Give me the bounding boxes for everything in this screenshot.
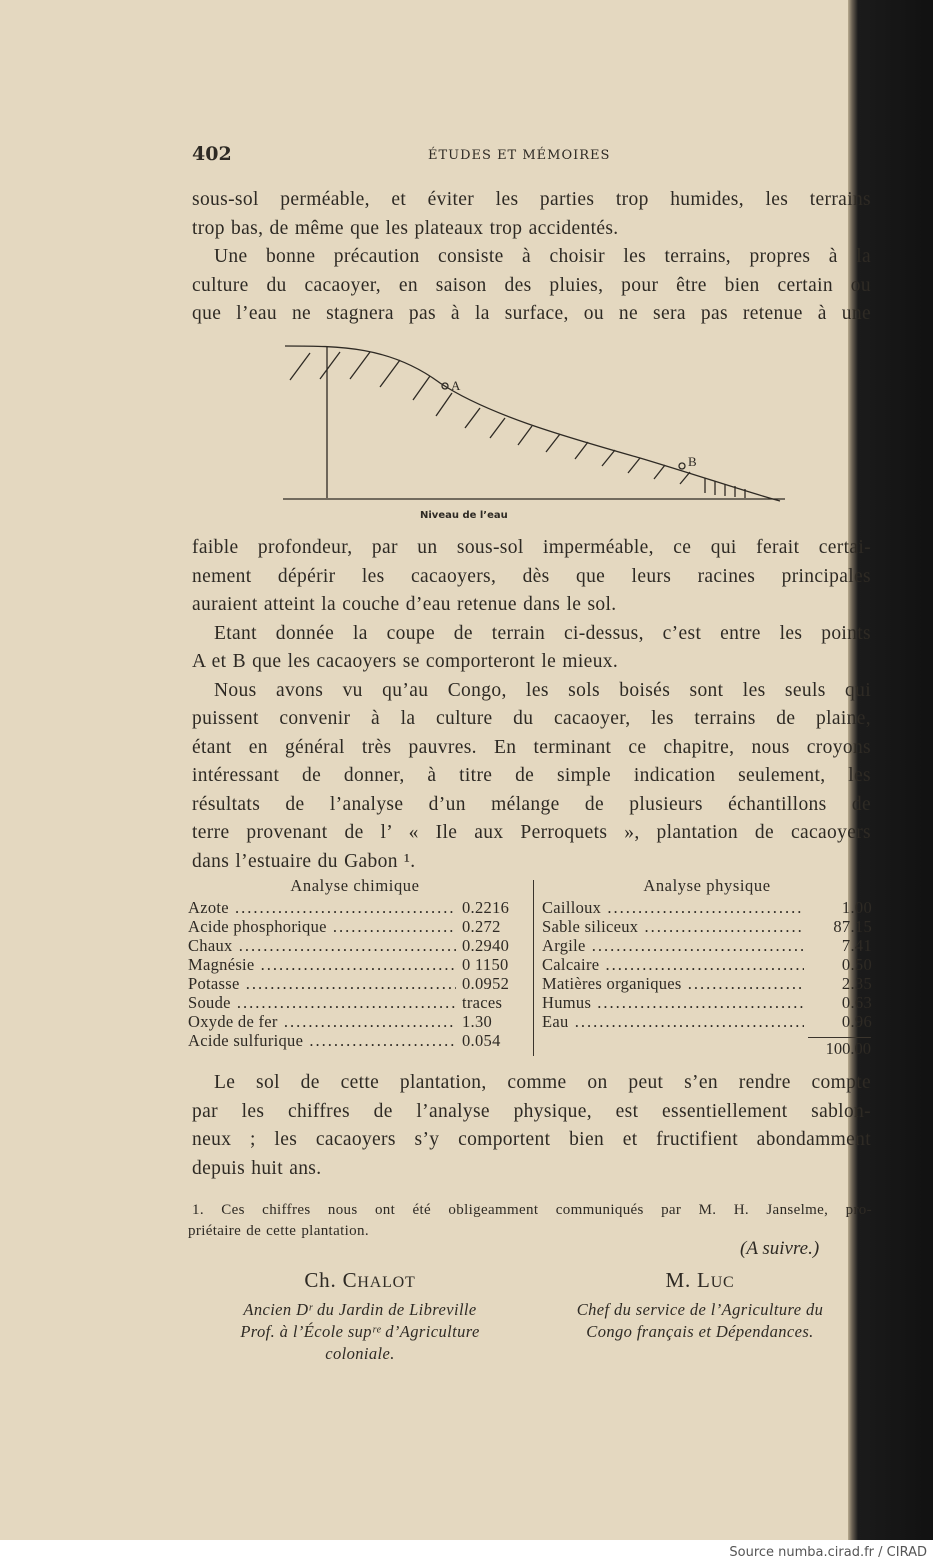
row-value: 0.2940	[462, 936, 510, 955]
row-value: 1.30	[462, 1012, 493, 1031]
terrain-slope-line	[285, 346, 780, 501]
paragraph-conclusion	[192, 1069, 871, 1183]
author-title: coloniale.	[325, 1344, 395, 1363]
row-label: Magnésie .....	[188, 955, 456, 974]
text-line: dans l’estuaire du Gabon ¹.	[192, 850, 416, 872]
table-row	[542, 974, 872, 993]
table-row	[542, 936, 872, 955]
author-name: Ch. CHALOT	[304, 1268, 416, 1292]
row-value: 0.272	[462, 917, 501, 936]
table-row	[188, 993, 522, 1012]
row-value: 0 1150	[462, 955, 509, 974]
text-line: depuis huit ans.	[192, 1157, 322, 1179]
text-line: nement dépérir les cacaoyers, dès que leurs racines principales	[192, 565, 871, 587]
table-row	[188, 898, 522, 917]
table-row	[188, 936, 522, 955]
row-value: 87.15	[833, 917, 872, 936]
text-line: puissent convenir à la culture du cacaoyer, les terrains de plaine,	[192, 708, 871, 729]
hatching	[290, 352, 745, 498]
text-line: 1. Ces chiffres nous ont été obligeamment communiqués par M. H. Janselme, pro-	[192, 1202, 872, 1218]
paragraph-1	[192, 186, 871, 329]
text-line: culture du cacaoyer, en saison des pluies, pour être bien certain ou	[192, 274, 871, 296]
table-row	[542, 993, 872, 1012]
running-title: ÉTUDES ET MÉMOIRES	[428, 148, 611, 163]
table-row	[542, 898, 872, 917]
text-line: trop bas, de même que les plateaux trop accidentés.	[192, 217, 619, 239]
point-a-label: A	[451, 378, 461, 393]
row-label: Azote .....	[188, 898, 456, 917]
table-row	[188, 974, 522, 993]
author-name: M. LUC	[665, 1268, 735, 1292]
text-line: Une bonne précaution consiste à choisir les terrains, propres à la	[214, 246, 871, 267]
row-label: Acide sulfurique .....	[188, 1031, 456, 1050]
row-label: Oxyde de fer .....	[188, 1012, 456, 1031]
text-line: par les chiffres de l’analyse physique, est essentiellement sablon-	[192, 1100, 871, 1122]
text-line: étant en général très pauvres. En terminant ce chapitre, nous croyons	[192, 736, 871, 758]
text-line: priétaire de cette plantation.	[188, 1223, 369, 1239]
table-row	[188, 955, 522, 974]
row-value: 7.41	[841, 936, 872, 955]
table-row	[542, 955, 872, 974]
row-value: traces	[462, 993, 503, 1012]
table-row	[542, 1012, 872, 1031]
row-value: 2.35	[841, 974, 872, 993]
row-label: Cailloux .....	[542, 898, 804, 917]
table-title: Analyse physique	[643, 876, 771, 895]
physical-analysis-total: 100.00	[808, 1037, 871, 1059]
table-row	[542, 917, 872, 936]
paragraph-body	[192, 534, 871, 876]
row-value: 0.96	[841, 1012, 872, 1031]
text-line: Etant donnée la coupe de terrain ci-dessus, c’est entre les points	[214, 622, 871, 644]
row-label: Matières organiques .....	[542, 974, 804, 993]
row-label: Sable siliceux .....	[542, 917, 804, 936]
signature-chalot	[195, 1268, 525, 1365]
author-title: Prof. à l’École supʳᵉ d’Agriculture	[240, 1322, 480, 1341]
to-be-continued: (A suivre.)	[740, 1238, 820, 1259]
table-divider	[533, 880, 534, 1056]
page-number: 402	[192, 143, 232, 165]
chemical-analysis-table	[188, 876, 522, 1050]
text-line: Le sol de cette plantation, comme on peut s’en rendre compte	[214, 1072, 871, 1093]
row-label: Soude .....	[188, 993, 456, 1012]
text-line: neux ; les cacaoyers s’y comportent bien et fructifient abondamment	[192, 1129, 871, 1150]
row-value: 0.63	[841, 993, 872, 1012]
row-label: Eau .....	[542, 1012, 804, 1031]
table-row	[188, 1012, 522, 1031]
text-line: terre provenant de l’ « Ile aux Perroquets », plantation de cacaoyers	[192, 822, 871, 843]
text-line: sous-sol perméable, et éviter les parties trop humides, les terrains	[192, 189, 871, 210]
footnote	[188, 1200, 872, 1242]
row-value: 0.054	[462, 1031, 501, 1050]
row-label: Calcaire .....	[542, 955, 804, 974]
point-b-marker	[679, 463, 685, 469]
row-value: 0.2216	[462, 898, 510, 917]
text-line: intéressant de donner, à titre de simple indication seulement, les	[192, 765, 871, 786]
row-value: 0.0952	[462, 974, 510, 993]
row-label: Argile .....	[542, 936, 804, 955]
row-label: Potasse .....	[188, 974, 456, 993]
terrain-cross-section-figure	[280, 338, 790, 523]
author-title: Congo français et Dépendances.	[586, 1322, 814, 1341]
figure-caption: Niveau de l’eau	[420, 510, 508, 521]
row-label: Chaux .....	[188, 936, 456, 955]
text-line: auraient atteint la couche d’eau retenue dans le sol.	[192, 594, 617, 615]
source-credit: Source numba.cirad.fr / CIRAD	[729, 1545, 927, 1560]
row-value: 1.00	[841, 898, 872, 917]
table-row	[188, 1031, 522, 1050]
text-line: que l’eau ne stagnera pas à la surface, ou ne sera pas retenue à une	[192, 303, 871, 324]
row-label: Humus .....	[542, 993, 804, 1012]
text-line: Nous avons vu qu’au Congo, les sols boisés sont les seuls qui	[214, 679, 871, 701]
table-row	[188, 917, 522, 936]
row-label: Acide phosphorique .....	[188, 917, 456, 936]
text-line: résultats de l’analyse d’un mélange de plusieurs échantillons de	[192, 793, 871, 815]
table-title: Analyse chimique	[290, 876, 420, 895]
text-line: A et B que les cacaoyers se comporteront le mieux.	[192, 651, 619, 672]
point-b-label: B	[688, 454, 697, 469]
physical-analysis-table	[542, 876, 872, 1031]
author-title: Ancien Dʳ du Jardin de Libreville	[243, 1300, 477, 1319]
signature-luc	[535, 1268, 865, 1343]
text-line: faible profondeur, par un sous-sol imperméable, ce qui ferait certai-	[192, 537, 871, 558]
row-value: 0.50	[841, 955, 872, 974]
author-title: Chef du service de l’Agriculture du	[576, 1300, 824, 1319]
